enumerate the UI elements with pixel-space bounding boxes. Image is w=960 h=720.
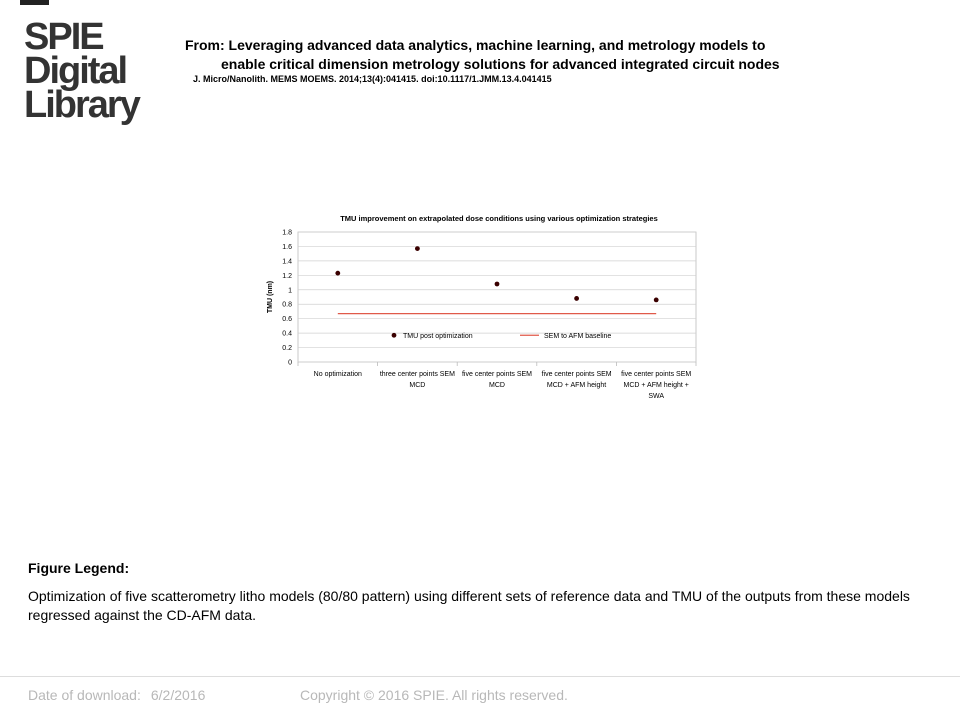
figure-legend-heading: Figure Legend: [28, 560, 130, 576]
article-title-line2: enable critical dimension metrology solutions for advanced integrated circuit nodes [221, 56, 780, 72]
x-category-label: five center points SEM [461, 371, 533, 378]
x-category-label: MCD [489, 382, 505, 389]
x-category-label: MCD + AFM height + [623, 382, 689, 389]
y-tick-label: 1 [288, 287, 292, 295]
legend-label-baseline: SEM to AFM baseline [544, 332, 612, 340]
x-category-label: MCD [409, 382, 426, 389]
x-category-label: five center points SEM [541, 371, 612, 378]
tmu-data-point [574, 296, 579, 301]
x-category-label: three center points SEM [379, 371, 455, 378]
footer-divider [0, 676, 960, 677]
y-tick-label: 1.4 [282, 258, 292, 266]
y-tick-label: 0 [288, 359, 292, 367]
y-axis-label: TMU (nm) [267, 280, 274, 314]
logo-line: Digital [24, 50, 127, 92]
y-tick-label: 1.8 [282, 229, 292, 237]
tmu-data-point [654, 297, 659, 302]
download-date [28, 687, 205, 703]
logo-line: Library [24, 84, 139, 126]
article-citation: J. Micro/Nanolith. MEMS MOEMS. 2014;13(4):041415. doi:10.1117/1.JMM.13.4.041415 [193, 74, 552, 84]
figure-legend-text: Optimization of five scatterometry litho models (80/80 pattern) using different sets of reference data and TMU of the outputs from these models regressed against the CD-AFM data. [28, 588, 910, 623]
y-tick-label: 0.4 [282, 330, 292, 338]
x-category-label: five center points SEM [621, 371, 692, 378]
spie-digital-library-logo [24, 16, 154, 126]
download-date-label: Date of download: [28, 687, 141, 703]
chart-title: TMU improvement on extrapolated dose conditions using various optimization strategies [340, 214, 658, 223]
legend-marker-tmu [392, 333, 397, 338]
tmu-data-point [335, 271, 340, 276]
article-title-line1: From: Leveraging advanced data analytics, machine learning, and metrology models to [185, 37, 766, 53]
plot-area-frame [298, 232, 696, 362]
x-category-label: No optimization [313, 371, 362, 378]
article-title [185, 36, 885, 74]
y-tick-label: 0.8 [282, 301, 292, 309]
logo-line: SPIE [24, 16, 103, 58]
tmu-data-point [415, 246, 420, 251]
y-tick-label: 0.2 [282, 345, 292, 353]
legend-label-tmu: TMU post optimization [403, 332, 473, 340]
x-category-label: MCD + AFM height [546, 382, 607, 389]
corner-accent-bar [20, 0, 49, 5]
copyright-notice: Copyright © 2016 SPIE. All rights reserved. [300, 687, 568, 703]
y-tick-label: 0.6 [282, 316, 292, 324]
tmu-data-point [495, 282, 500, 287]
y-tick-label: 1.2 [282, 272, 292, 280]
x-category-label: SWA [648, 393, 665, 400]
download-date-value: 6/2/2016 [150, 687, 206, 703]
tmu-chart [258, 206, 708, 406]
y-tick-label: 1.6 [282, 243, 292, 251]
